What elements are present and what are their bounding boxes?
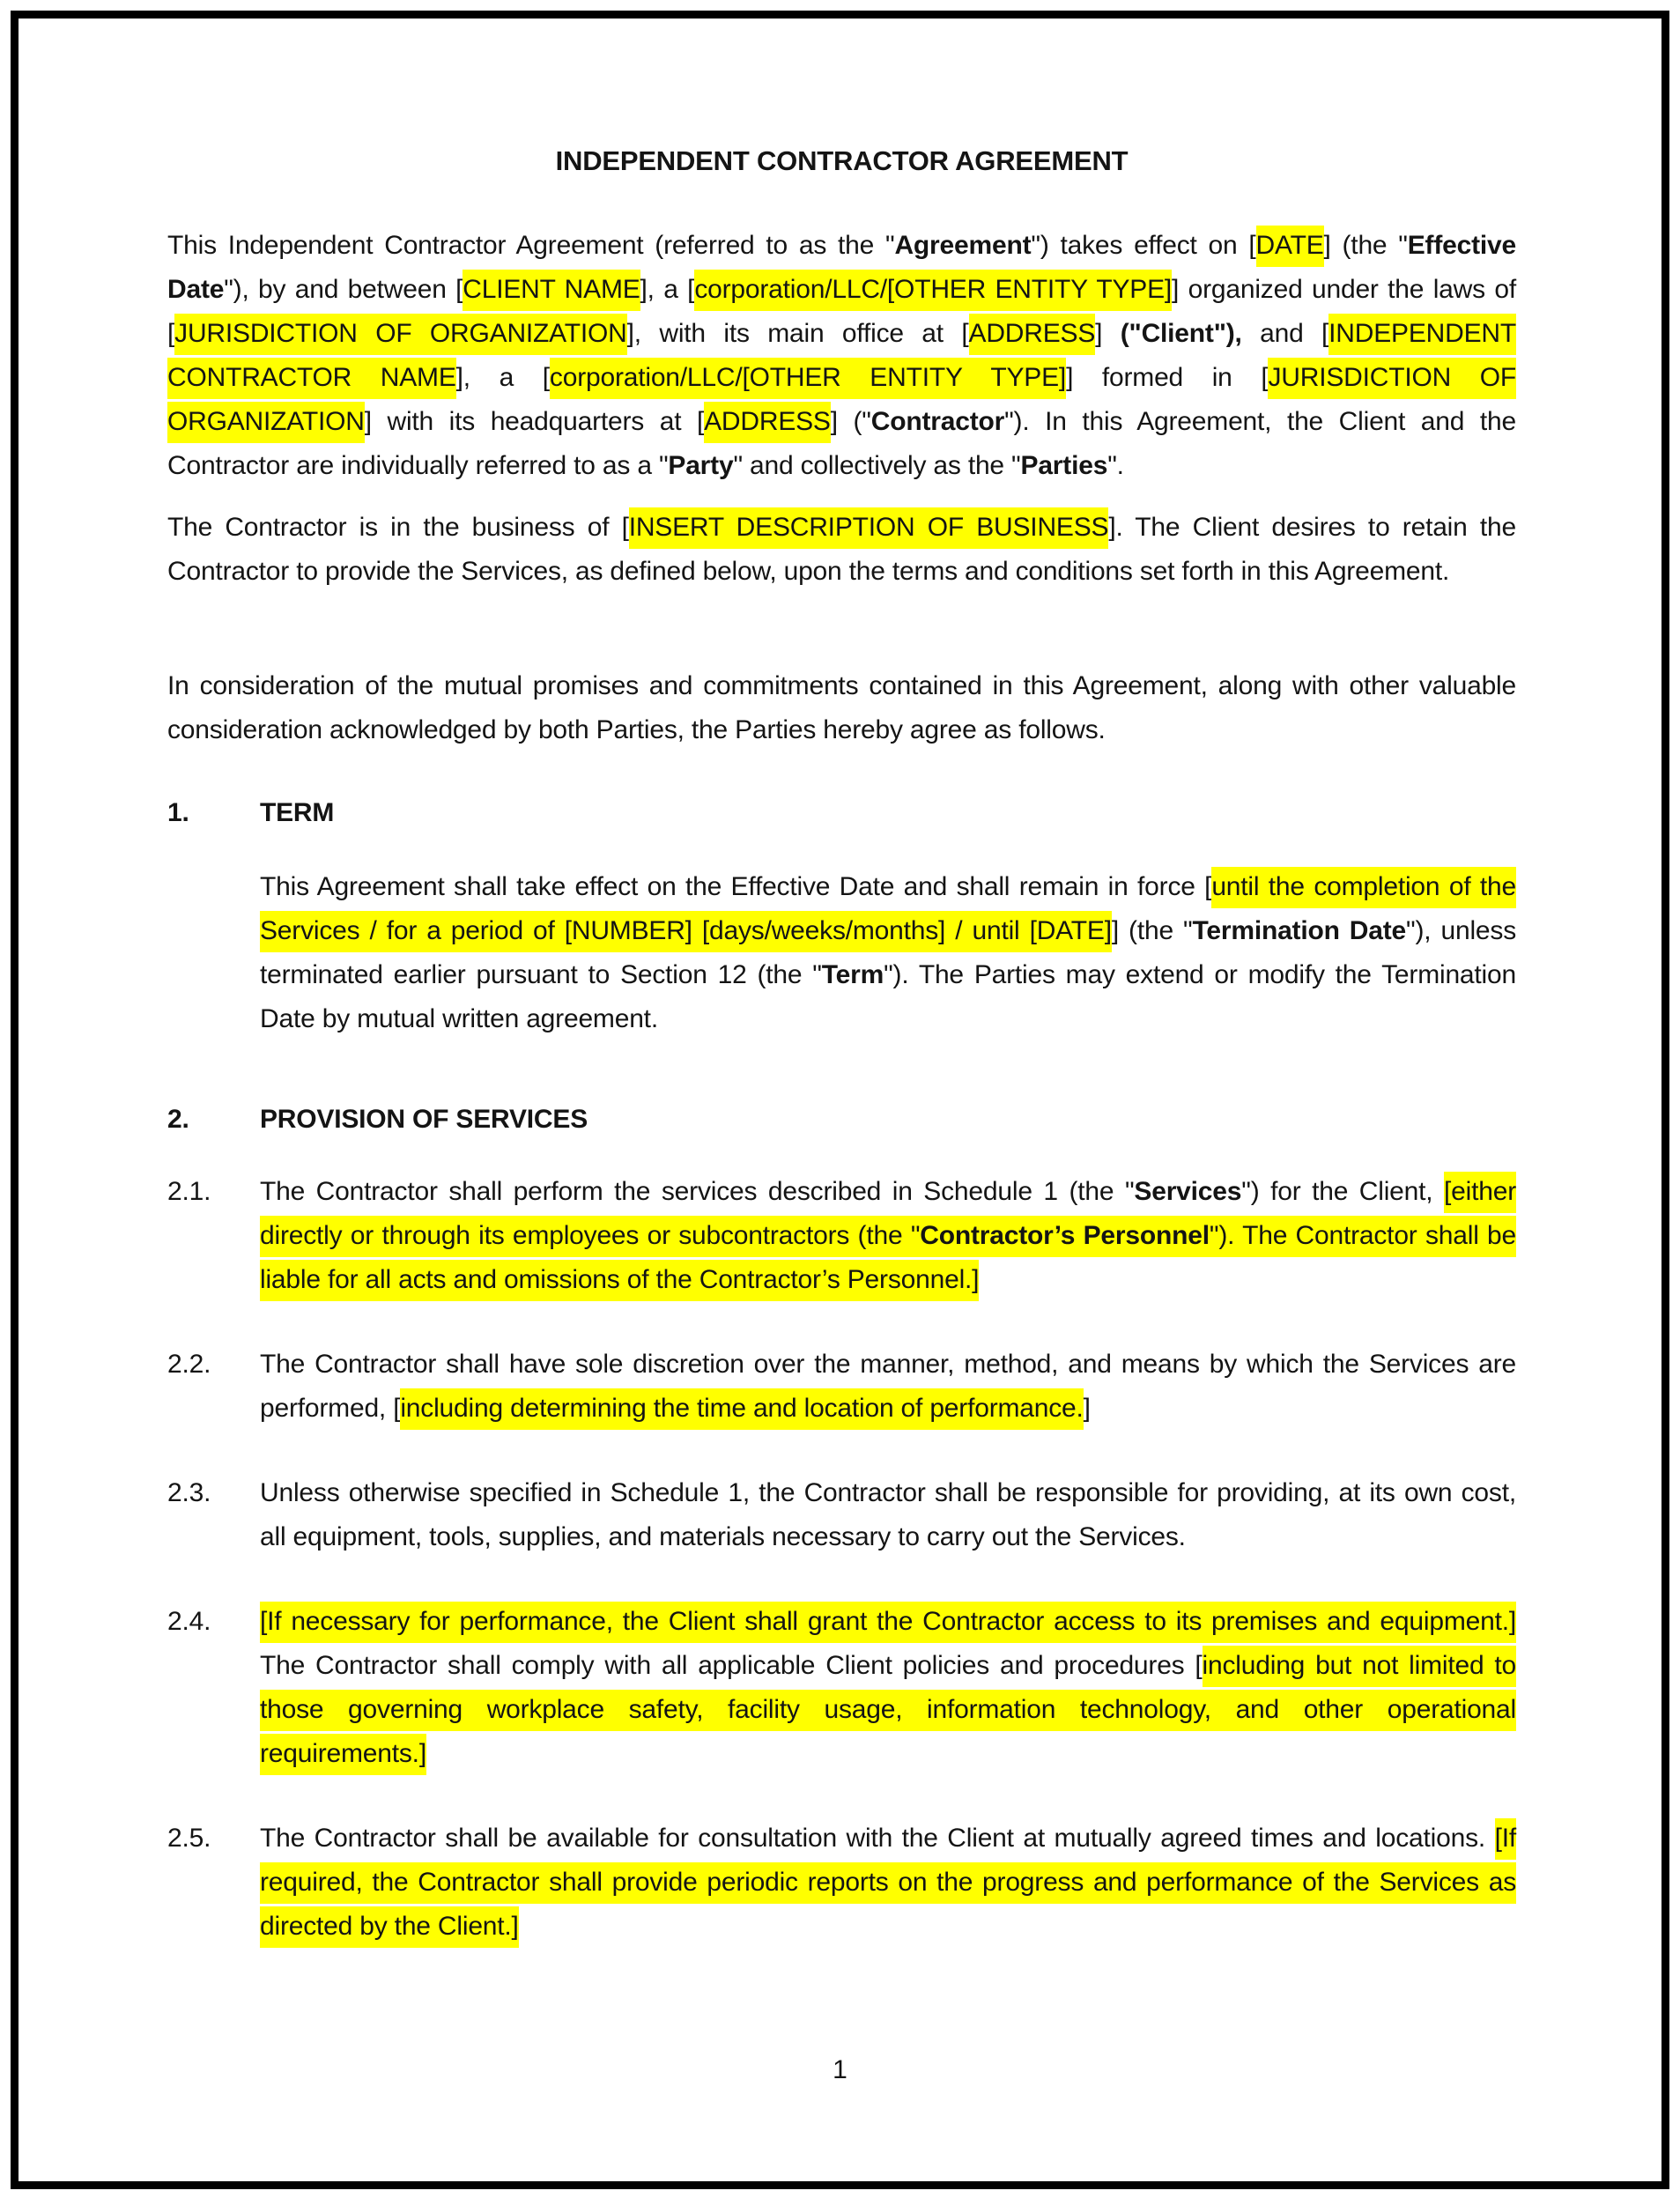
text-run: "), by and between [ bbox=[224, 275, 463, 304]
highlighted-placeholder-text: DATE bbox=[1256, 226, 1324, 267]
bold-text: TERM bbox=[260, 798, 335, 827]
section-heading-label bbox=[260, 791, 1516, 835]
section-heading-label bbox=[260, 1098, 1516, 1142]
highlighted-placeholder-text: corporation/LLC/[OTHER ENTITY TYPE] bbox=[694, 270, 1172, 311]
highlighted-placeholder-text: INSERT DESCRIPTION OF BUSINESS bbox=[629, 507, 1109, 549]
section-1-heading bbox=[167, 791, 1516, 835]
clause-text bbox=[260, 1817, 1516, 1949]
text-run: ] (the " bbox=[1323, 231, 1408, 260]
text-run: ], a [ bbox=[640, 275, 695, 304]
text-run: This Independent Contractor Agreement (referred to as the " bbox=[167, 231, 895, 260]
clause-number: 2.5. bbox=[167, 1824, 211, 1853]
highlighted-placeholder-text: [either directly or through its employees or subcontractors (the " bbox=[260, 1172, 1516, 1257]
text-run: ] organized under the laws of [ bbox=[167, 275, 1516, 348]
text-run: The Contractor shall be available for consultation with the Client at mutually agreed times and locations. bbox=[260, 1824, 1495, 1853]
clause-text bbox=[260, 1471, 1516, 1559]
text-run: ], a [ bbox=[455, 363, 550, 392]
text-run: The Contractor shall have sole discretion over the manner, method, and means by which the Services are performed, [ bbox=[260, 1350, 1516, 1423]
text-run: "). The Parties may extend or modify the Termination Date by mutual written agreement. bbox=[260, 960, 1516, 1033]
highlighted-placeholder-text: [If necessary for performance, the Client shall grant the Contractor access to its premises and equipment.] bbox=[260, 1602, 1516, 1643]
text-run: ] (the " bbox=[1111, 916, 1193, 945]
consideration-paragraph bbox=[167, 664, 1516, 752]
text-run: The Contractor shall comply with all applicable Client policies and procedures [ bbox=[260, 1651, 1203, 1680]
text-run: In consideration of the mutual promises and commitments contained in this Agreement, along with other valuable consideration acknowledged by both Parties, the Parties hereby agree as follows. bbox=[167, 671, 1516, 744]
highlighted-placeholder-text: Contractor’s Personnel bbox=[920, 1216, 1210, 1257]
clause-text bbox=[260, 1343, 1516, 1431]
page-number-footer: 1 bbox=[833, 2055, 847, 2084]
highlighted-placeholder-text: [If required, the Contractor shall provide periodic reports on the progress and performance of the Services as directed by the Client.] bbox=[260, 1818, 1516, 1948]
text-run: and [ bbox=[1241, 319, 1329, 348]
highlighted-placeholder-text: including but not limited to those governing workplace safety, facility usage, information technology, and other operational requirements.] bbox=[260, 1646, 1516, 1775]
text-run: ]. The Client desires to retain the Contractor to provide the Services, as defined below, upon the terms and conditions set forth in this Agreement. bbox=[167, 513, 1516, 586]
bold-text: Effective Date bbox=[167, 231, 1516, 304]
section-number: 2. bbox=[167, 1105, 189, 1134]
section-2-heading bbox=[167, 1098, 1516, 1142]
text-run: ] (" bbox=[830, 407, 871, 436]
text-run: The Contractor is in the business of [ bbox=[167, 513, 629, 542]
document-page bbox=[167, 139, 1516, 1949]
highlighted-placeholder-text: "). The Contractor shall be liable for all acts and omissions of the Contractor’s Personnel.] bbox=[260, 1216, 1516, 1301]
clause-text bbox=[260, 1600, 1516, 1776]
text-run: ") for the Client, bbox=[1241, 1177, 1445, 1206]
clause-number: 2.4. bbox=[167, 1607, 211, 1636]
bold-text: Services bbox=[1134, 1177, 1242, 1206]
clause-2-5 bbox=[167, 1817, 1516, 1949]
clause-2-2 bbox=[167, 1343, 1516, 1431]
highlighted-placeholder-text: including determining the time and location of performance. bbox=[400, 1388, 1083, 1430]
text-run: ". bbox=[1107, 451, 1124, 480]
bold-text: Party bbox=[668, 451, 734, 480]
clause-2-1 bbox=[167, 1170, 1516, 1302]
intro-paragraph bbox=[167, 224, 1516, 488]
document-title: INDEPENDENT CONTRACTOR AGREEMENT bbox=[555, 145, 1129, 176]
section-number: 1. bbox=[167, 798, 189, 827]
clause-number: 2.2. bbox=[167, 1350, 211, 1379]
clause-2-3 bbox=[167, 1471, 1516, 1559]
text-run: ], with its main office at [ bbox=[626, 319, 969, 348]
bold-text: Term bbox=[821, 960, 884, 989]
text-run: This Agreement shall take effect on the Effective Date and shall remain in force [ bbox=[260, 872, 1212, 901]
text-run: "), unless terminated earlier pursuant to Section 12 (the " bbox=[260, 916, 1517, 989]
text-run: ") takes effect on [ bbox=[1031, 231, 1256, 260]
highlighted-placeholder-text: JURISDICTION OF ORGANIZATION bbox=[174, 314, 626, 355]
bold-text: PROVISION OF SERVICES bbox=[260, 1105, 588, 1134]
text-run: ] formed in [ bbox=[1066, 363, 1269, 392]
bold-text: ("Client"), bbox=[1120, 319, 1242, 348]
bold-text: Agreement bbox=[894, 231, 1032, 260]
highlighted-placeholder-text: CLIENT NAME bbox=[463, 270, 640, 311]
text-run: "). In this Agreement, the Client and the Contractor are individually referred to as a " bbox=[167, 407, 1516, 480]
clause-number: 2.3. bbox=[167, 1478, 211, 1507]
highlighted-placeholder-text: INDEPENDENT CONTRACTOR NAME bbox=[167, 314, 1516, 399]
highlighted-placeholder-text: until the completion of the Services / for a period of [NUMBER] [days/weeks/months] / until [DATE] bbox=[260, 867, 1516, 952]
text-run: ] bbox=[1095, 319, 1121, 348]
highlighted-placeholder-text: JURISDICTION OF ORGANIZATION bbox=[167, 358, 1516, 443]
clause-number: 2.1. bbox=[167, 1177, 211, 1206]
text-run: ] with its headquarters at [ bbox=[364, 407, 705, 436]
highlighted-placeholder-text: ADDRESS bbox=[969, 314, 1096, 355]
text-run: The Contractor shall perform the services described in Schedule 1 (the " bbox=[260, 1177, 1135, 1206]
highlighted-placeholder-text: corporation/LLC/[OTHER ENTITY TYPE] bbox=[550, 358, 1066, 399]
bold-text: Contractor bbox=[870, 407, 1005, 436]
text-run: ] bbox=[1083, 1394, 1091, 1423]
business-description-paragraph bbox=[167, 506, 1516, 594]
highlighted-placeholder-text: ADDRESS bbox=[704, 402, 831, 443]
clause-2-4 bbox=[167, 1600, 1516, 1776]
term-body-paragraph bbox=[260, 865, 1516, 1041]
bold-text: Termination Date bbox=[1192, 916, 1407, 945]
text-run: " and collectively as the " bbox=[733, 451, 1021, 480]
text-run: Unless otherwise specified in Schedule 1, the Contractor shall be responsible for providing, at its own cost, all equipment, tools, supplies, and materials necessary to carry out the Services. bbox=[260, 1478, 1516, 1551]
clause-text bbox=[260, 1170, 1516, 1302]
bold-text: Parties bbox=[1020, 451, 1108, 480]
